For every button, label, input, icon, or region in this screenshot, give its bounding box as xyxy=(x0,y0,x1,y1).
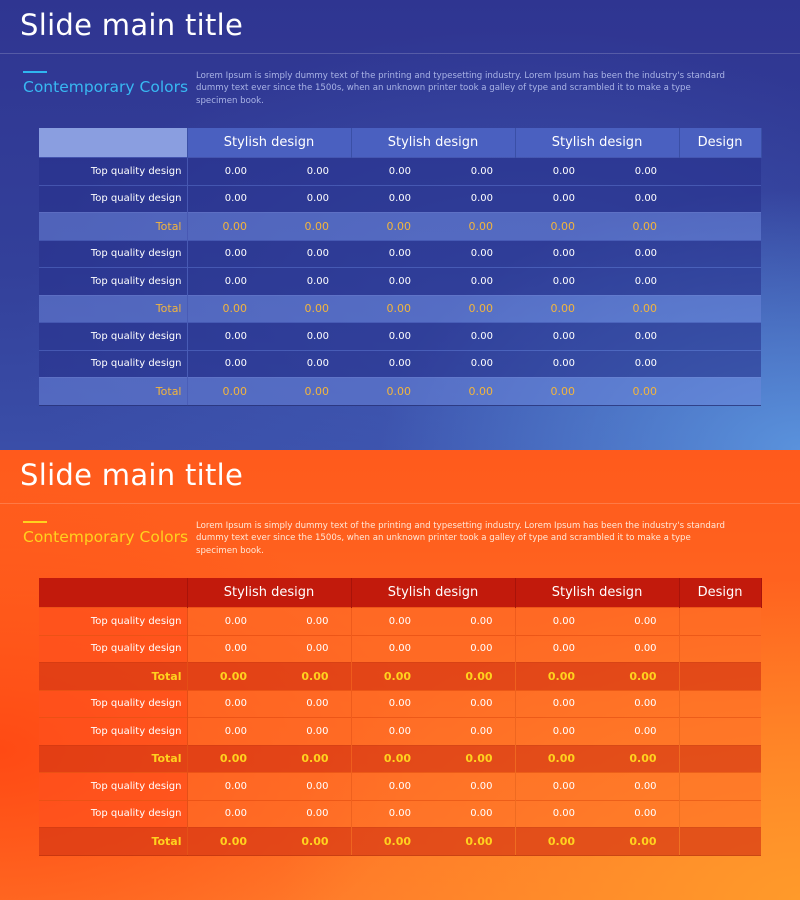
value-cell: 0.00 xyxy=(597,690,679,718)
design-cell xyxy=(679,213,761,241)
value-cell: 0.00 xyxy=(187,800,269,828)
column-header: Stylish design xyxy=(351,128,515,158)
value-cell: 0.00 xyxy=(515,800,597,828)
value-cell: 0.00 xyxy=(515,663,597,691)
value-cell: 0.00 xyxy=(351,323,433,351)
design-cell xyxy=(679,158,761,186)
value-cell: 0.00 xyxy=(269,663,351,691)
row-label: Top quality design xyxy=(39,635,187,663)
value-cell: 0.00 xyxy=(433,718,515,746)
value-cell: 0.00 xyxy=(597,608,679,636)
data-table xyxy=(39,128,762,406)
value-cell: 0.00 xyxy=(433,268,515,296)
value-cell: 0.00 xyxy=(433,323,515,351)
value-cell: 0.00 xyxy=(269,268,351,296)
value-cell: 0.00 xyxy=(515,158,597,186)
value-cell: 0.00 xyxy=(269,828,351,856)
value-cell: 0.00 xyxy=(187,268,269,296)
value-cell: 0.00 xyxy=(433,158,515,186)
row-label: Total xyxy=(39,213,187,241)
value-cell: 0.00 xyxy=(597,773,679,801)
value-cell: 0.00 xyxy=(597,718,679,746)
value-cell: 0.00 xyxy=(187,608,269,636)
value-cell: 0.00 xyxy=(269,295,351,323)
value-cell: 0.00 xyxy=(351,213,433,241)
value-cell: 0.00 xyxy=(597,663,679,691)
design-cell xyxy=(679,240,761,268)
design-cell xyxy=(679,378,761,406)
slide-title: Slide main title xyxy=(20,8,244,42)
value-cell: 0.00 xyxy=(187,773,269,801)
column-header: Stylish design xyxy=(351,578,515,608)
column-header: Stylish design xyxy=(187,128,351,158)
value-cell: 0.00 xyxy=(515,323,597,351)
table-row xyxy=(39,240,761,268)
value-cell: 0.00 xyxy=(187,828,269,856)
table-row xyxy=(39,800,761,828)
design-cell xyxy=(679,773,761,801)
header-corner-cell xyxy=(39,578,187,608)
value-cell: 0.00 xyxy=(515,378,597,406)
value-cell: 0.00 xyxy=(433,828,515,856)
slide-title: Slide main title xyxy=(20,458,244,492)
value-cell: 0.00 xyxy=(269,323,351,351)
value-cell: 0.00 xyxy=(515,773,597,801)
value-cell: 0.00 xyxy=(269,158,351,186)
value-cell: 0.00 xyxy=(269,773,351,801)
value-cell: 0.00 xyxy=(351,663,433,691)
total-row xyxy=(39,828,761,856)
total-row xyxy=(39,295,761,323)
row-label: Top quality design xyxy=(39,185,187,213)
row-label: Top quality design xyxy=(39,718,187,746)
subtitle-accent-bar xyxy=(23,71,47,73)
row-label: Top quality design xyxy=(39,240,187,268)
value-cell: 0.00 xyxy=(187,323,269,351)
table-row xyxy=(39,690,761,718)
table-row xyxy=(39,268,761,296)
value-cell: 0.00 xyxy=(515,240,597,268)
body-text: Lorem Ipsum is simply dummy text of the printing and typesetting industry. Lorem Ipsum has been the industry's standard dummy text ever since the 1500s, when an unknown printer took a galley of type and scrambled it to make a type specimen book. xyxy=(196,521,725,556)
value-cell: 0.00 xyxy=(597,800,679,828)
column-header: Stylish design xyxy=(515,128,679,158)
row-label: Total xyxy=(39,295,187,323)
row-label: Top quality design xyxy=(39,268,187,296)
table-row xyxy=(39,185,761,213)
value-cell: 0.00 xyxy=(433,745,515,773)
body-text: Lorem Ipsum is simply dummy text of the printing and typesetting industry. Lorem Ipsum has been the industry's standard dummy text ever since the 1500s, when an unknown printer took a galley of type and scrambled it to make a type specimen book. xyxy=(196,71,725,106)
value-cell: 0.00 xyxy=(187,185,269,213)
value-cell: 0.00 xyxy=(597,745,679,773)
value-cell: 0.00 xyxy=(269,378,351,406)
value-cell: 0.00 xyxy=(187,663,269,691)
value-cell: 0.00 xyxy=(187,378,269,406)
table-row xyxy=(39,350,761,378)
value-cell: 0.00 xyxy=(351,158,433,186)
value-cell: 0.00 xyxy=(351,185,433,213)
value-cell: 0.00 xyxy=(187,745,269,773)
value-cell: 0.00 xyxy=(433,608,515,636)
column-header-design: Design xyxy=(679,578,761,608)
value-cell: 0.00 xyxy=(351,268,433,296)
value-cell: 0.00 xyxy=(515,350,597,378)
data-table xyxy=(39,578,762,856)
value-cell: 0.00 xyxy=(433,240,515,268)
value-cell: 0.00 xyxy=(597,240,679,268)
value-cell: 0.00 xyxy=(351,690,433,718)
row-label: Total xyxy=(39,828,187,856)
value-cell: 0.00 xyxy=(433,690,515,718)
table-header-row xyxy=(39,578,761,608)
value-cell: 0.00 xyxy=(597,213,679,241)
table-row xyxy=(39,635,761,663)
value-cell: 0.00 xyxy=(269,608,351,636)
design-cell xyxy=(679,608,761,636)
value-cell: 0.00 xyxy=(597,268,679,296)
slide-orange xyxy=(0,450,800,900)
value-cell: 0.00 xyxy=(515,635,597,663)
design-cell xyxy=(679,268,761,296)
value-cell: 0.00 xyxy=(597,323,679,351)
design-cell xyxy=(679,635,761,663)
value-cell: 0.00 xyxy=(269,690,351,718)
design-cell xyxy=(679,718,761,746)
value-cell: 0.00 xyxy=(269,213,351,241)
section-subtitle: Contemporary Colors xyxy=(23,78,189,96)
design-cell xyxy=(679,295,761,323)
value-cell: 0.00 xyxy=(433,350,515,378)
value-cell: 0.00 xyxy=(351,295,433,323)
total-row xyxy=(39,663,761,691)
total-row xyxy=(39,745,761,773)
value-cell: 0.00 xyxy=(597,158,679,186)
value-cell: 0.00 xyxy=(597,350,679,378)
value-cell: 0.00 xyxy=(269,718,351,746)
row-label: Top quality design xyxy=(39,158,187,186)
value-cell: 0.00 xyxy=(187,635,269,663)
row-label: Total xyxy=(39,663,187,691)
value-cell: 0.00 xyxy=(515,268,597,296)
value-cell: 0.00 xyxy=(187,350,269,378)
row-label: Top quality design xyxy=(39,608,187,636)
value-cell: 0.00 xyxy=(269,635,351,663)
design-cell xyxy=(679,800,761,828)
value-cell: 0.00 xyxy=(515,608,597,636)
value-cell: 0.00 xyxy=(269,800,351,828)
value-cell: 0.00 xyxy=(187,240,269,268)
value-cell: 0.00 xyxy=(433,295,515,323)
table-header-row xyxy=(39,128,761,158)
column-header: Stylish design xyxy=(515,578,679,608)
design-cell xyxy=(679,690,761,718)
value-cell: 0.00 xyxy=(515,828,597,856)
title-divider xyxy=(0,503,800,504)
value-cell: 0.00 xyxy=(515,718,597,746)
header-corner-cell xyxy=(39,128,187,158)
value-cell: 0.00 xyxy=(351,828,433,856)
total-row xyxy=(39,213,761,241)
column-header: Stylish design xyxy=(187,578,351,608)
value-cell: 0.00 xyxy=(187,158,269,186)
row-label: Top quality design xyxy=(39,690,187,718)
value-cell: 0.00 xyxy=(515,213,597,241)
design-cell xyxy=(679,745,761,773)
value-cell: 0.00 xyxy=(269,350,351,378)
value-cell: 0.00 xyxy=(351,773,433,801)
design-cell xyxy=(679,323,761,351)
column-header-design: Design xyxy=(679,128,761,158)
value-cell: 0.00 xyxy=(597,185,679,213)
value-cell: 0.00 xyxy=(351,350,433,378)
row-label: Total xyxy=(39,745,187,773)
value-cell: 0.00 xyxy=(515,295,597,323)
value-cell: 0.00 xyxy=(515,185,597,213)
value-cell: 0.00 xyxy=(597,378,679,406)
value-cell: 0.00 xyxy=(433,663,515,691)
value-cell: 0.00 xyxy=(187,690,269,718)
value-cell: 0.00 xyxy=(433,635,515,663)
value-cell: 0.00 xyxy=(351,635,433,663)
value-cell: 0.00 xyxy=(351,718,433,746)
design-cell xyxy=(679,828,761,856)
value-cell: 0.00 xyxy=(351,800,433,828)
design-cell xyxy=(679,185,761,213)
table-row xyxy=(39,158,761,186)
value-cell: 0.00 xyxy=(351,378,433,406)
table-row xyxy=(39,718,761,746)
title-divider xyxy=(0,53,800,54)
table-row xyxy=(39,773,761,801)
value-cell: 0.00 xyxy=(269,745,351,773)
design-cell xyxy=(679,350,761,378)
value-cell: 0.00 xyxy=(269,240,351,268)
value-cell: 0.00 xyxy=(269,185,351,213)
design-cell xyxy=(679,663,761,691)
value-cell: 0.00 xyxy=(597,828,679,856)
value-cell: 0.00 xyxy=(433,185,515,213)
value-cell: 0.00 xyxy=(187,295,269,323)
value-cell: 0.00 xyxy=(433,213,515,241)
row-label: Top quality design xyxy=(39,350,187,378)
value-cell: 0.00 xyxy=(351,608,433,636)
section-subtitle: Contemporary Colors xyxy=(23,528,189,546)
value-cell: 0.00 xyxy=(351,240,433,268)
row-label: Top quality design xyxy=(39,800,187,828)
table-row xyxy=(39,323,761,351)
value-cell: 0.00 xyxy=(187,718,269,746)
value-cell: 0.00 xyxy=(433,773,515,801)
value-cell: 0.00 xyxy=(515,745,597,773)
row-label: Top quality design xyxy=(39,323,187,351)
row-label: Top quality design xyxy=(39,773,187,801)
subtitle-accent-bar xyxy=(23,521,47,523)
value-cell: 0.00 xyxy=(597,635,679,663)
table-row xyxy=(39,608,761,636)
row-label: Total xyxy=(39,378,187,406)
value-cell: 0.00 xyxy=(433,378,515,406)
value-cell: 0.00 xyxy=(433,800,515,828)
value-cell: 0.00 xyxy=(351,745,433,773)
value-cell: 0.00 xyxy=(597,295,679,323)
value-cell: 0.00 xyxy=(515,690,597,718)
value-cell: 0.00 xyxy=(187,213,269,241)
total-row xyxy=(39,378,761,406)
